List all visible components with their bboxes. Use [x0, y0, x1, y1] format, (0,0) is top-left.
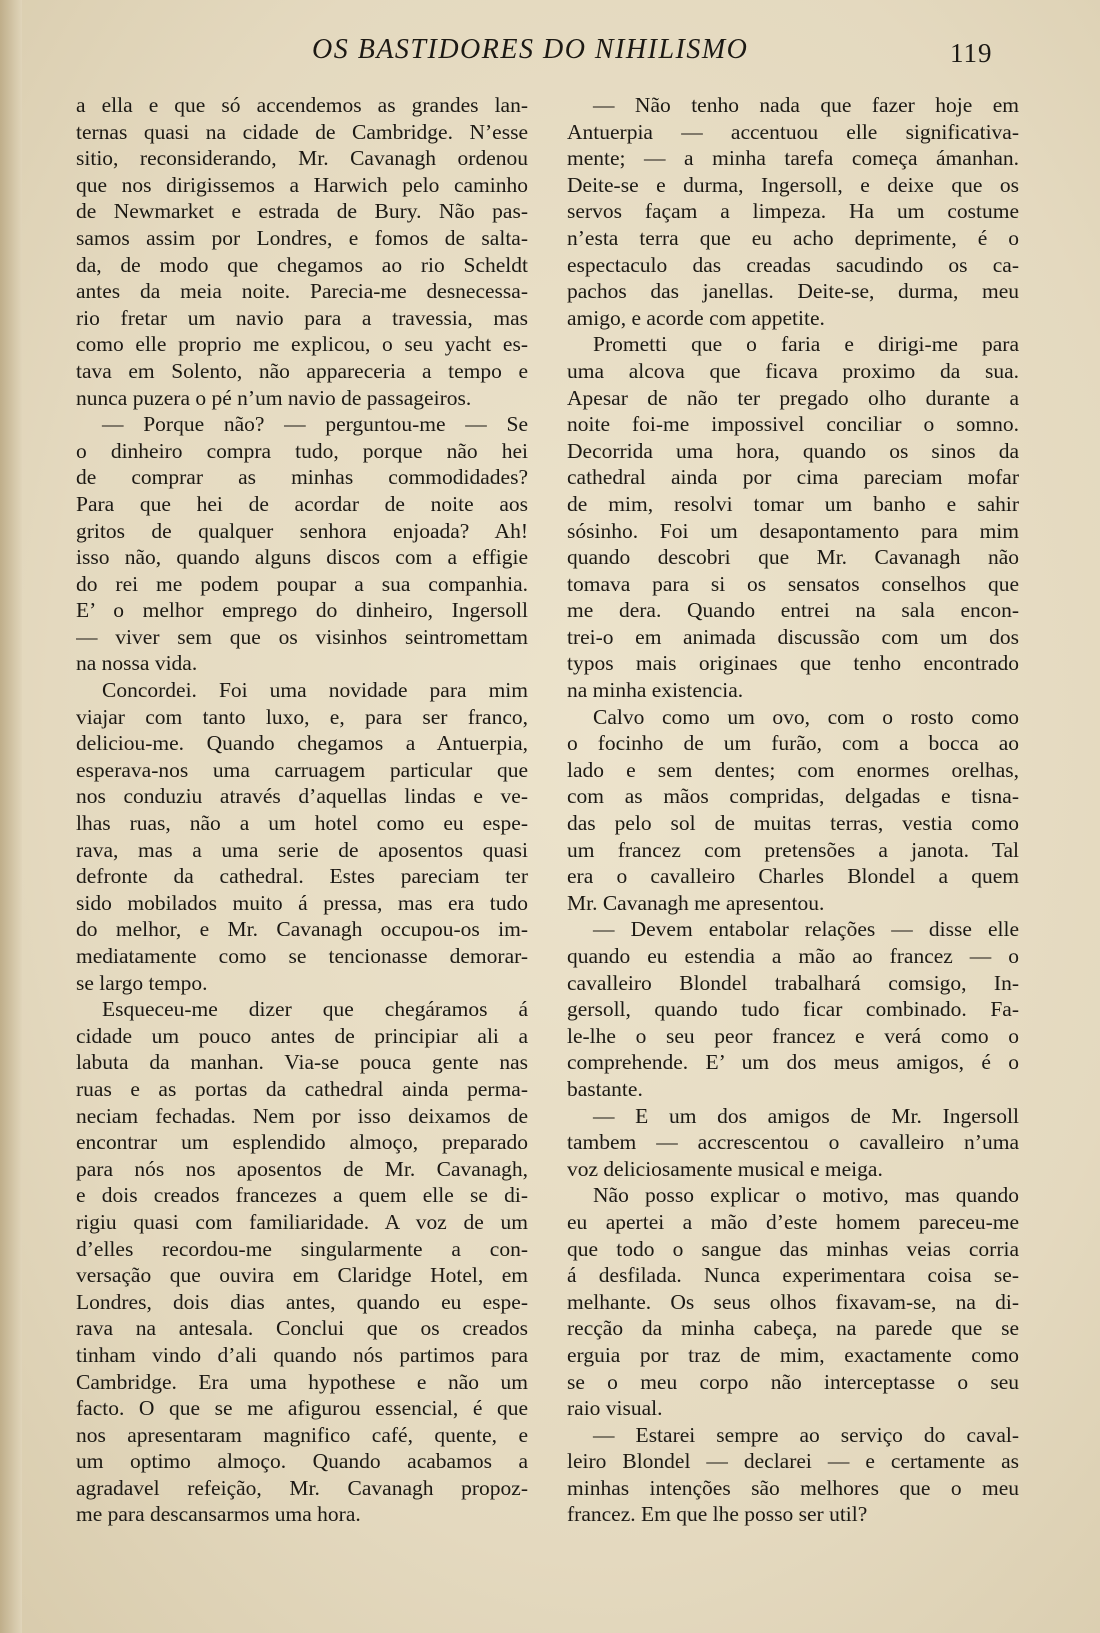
- text-line: se largo tempo.: [76, 970, 208, 995]
- text-line: Concordei. Foi uma novidade para mim: [102, 678, 528, 703]
- text-line: eu apertei a mão d’este homem pareceu-me: [567, 1209, 1019, 1234]
- text-line: mente; — a minha tarefa começa ámanhan.: [567, 146, 1019, 171]
- running-title: OS BASTIDORES DO NIHILISMO: [312, 34, 749, 65]
- text-line: Antuerpia — accentuou elle significativa-: [567, 119, 1019, 144]
- text-line: tomava para si os sensatos conselhos que: [567, 571, 1019, 596]
- text-line: de Newmarket e estrada de Bury. Não pas-: [76, 199, 528, 224]
- text-line: uma alcova que ficava proximo da sua.: [567, 358, 1019, 383]
- text-line: — Porque não? — perguntou-me — Se: [102, 412, 528, 437]
- text-line: me dera. Quando entrei na sala encon-: [567, 598, 1019, 623]
- text-line: das pelo sol de muitas terras, vestia como: [567, 811, 1019, 836]
- left-text-column: [76, 92, 528, 1528]
- text-line: encontrar um esplendido almoço, preparado: [76, 1130, 528, 1155]
- right-text-column: [567, 92, 1019, 1528]
- text-line: rava na antesala. Conclui que os creados: [76, 1316, 528, 1341]
- text-line: Londres, dois dias antes, quando eu espe-: [76, 1289, 528, 1314]
- text-line: comprehende. E’ um dos meus amigos, é o: [567, 1050, 1019, 1075]
- page-number: 119: [950, 38, 993, 68]
- text-line: nunca puzera o pé n’um navio de passageiros.: [76, 385, 472, 410]
- text-line: Calvo como um ovo, com o rosto como: [593, 704, 1019, 729]
- text-line: samos assim por Londres, e fomos de salta-: [76, 225, 528, 250]
- text-line: Decorrida uma hora, quando os sinos da: [567, 438, 1019, 463]
- text-line: Apesar de não ter pregado olho durante a: [567, 385, 1019, 410]
- text-line: gersoll, quando tudo ficar combinado. Fa-: [567, 997, 1019, 1022]
- text-line: ruas e as portas da cathedral ainda perma-: [76, 1076, 528, 1101]
- text-line: Mr. Cavanagh me apresentou.: [567, 890, 825, 915]
- text-line: francez. Em que lhe posso ser util?: [567, 1502, 868, 1527]
- text-line: pachos das janellas. Deite-se, durma, meu: [567, 279, 1019, 304]
- text-line: de mim, resolvi tomar um banho e sahir: [567, 491, 1019, 516]
- text-line: E’ o melhor emprego do dinheiro, Ingersoll: [76, 598, 528, 623]
- text-line: esperava-nos uma carruagem particular que: [76, 757, 528, 782]
- text-line: Deite-se e durma, Ingersoll, e deixe que os: [567, 172, 1019, 197]
- text-line: viajar com tanto luxo, e, para ser franco,: [76, 704, 528, 729]
- text-line: — viver sem que os visinhos seintromettam: [76, 624, 528, 649]
- text-line: n’esta terra que eu acho deprimente, é o: [567, 225, 1019, 250]
- text-line: Esqueceu-me dizer que chegáramos á: [102, 997, 528, 1022]
- text-line: o dinheiro compra tudo, porque não hei: [76, 438, 528, 463]
- text-line: lhas ruas, não a um hotel como eu espe-: [76, 811, 528, 836]
- text-line: erguia por traz de mim, exactamente como: [567, 1342, 1019, 1367]
- text-line: quando eu estendia a mão ao francez — o: [567, 944, 1019, 968]
- text-line: versação que ouvira em Claridge Hotel, em: [76, 1263, 528, 1288]
- text-line: minhas intenções são melhores que o meu: [567, 1475, 1019, 1500]
- text-line: e dois creados francezes a quem elle se di-: [76, 1183, 528, 1208]
- text-line: tinham vindo d’ali quando nós partimos para: [76, 1342, 528, 1367]
- text-line: Cambridge. Era uma hypothese e não um: [76, 1369, 528, 1394]
- text-line: de comprar as minhas commodidades?: [76, 465, 528, 490]
- text-line: rigiu quasi com familiaridade. A voz de um: [76, 1209, 528, 1234]
- text-line: na minha existencia.: [567, 678, 744, 703]
- text-line: defronte da cathedral. Estes pareciam ter: [76, 864, 528, 889]
- text-line: labuta da manhan. Via-se pouca gente nas: [76, 1050, 528, 1075]
- text-line: nos apresentaram magnifico café, quente, e: [76, 1422, 528, 1447]
- text-line: que todo o sangue das minhas veias corria: [567, 1236, 1019, 1261]
- text-line: do rei me podem poupar a sua companhia.: [76, 571, 528, 596]
- text-line: bastante.: [567, 1076, 643, 1101]
- text-line: gritos de qualquer senhora enjoada? Ah!: [76, 518, 528, 543]
- text-line: le-lhe o seu peor francez e verá como o: [567, 1023, 1019, 1048]
- text-line: Não posso explicar o motivo, mas quando: [593, 1183, 1019, 1208]
- text-line: noite foi-me impossivel conciliar o somno.: [567, 412, 1019, 437]
- text-line: sitio, reconsiderando, Mr. Cavanagh ordenou: [76, 146, 528, 171]
- text-line: cathedral ainda por cima pareciam mofar: [567, 465, 1019, 490]
- text-line: um optimo almoço. Quando acabamos a: [76, 1449, 528, 1474]
- text-line: leiro Blondel — declarei — e certamente as: [567, 1449, 1019, 1474]
- text-line: — Não tenho nada que fazer hoje em: [593, 93, 1019, 117]
- text-line: a ella e que só accendemos as grandes lan-: [76, 93, 528, 117]
- text-line: isso não, quando alguns discos com a effigie: [76, 545, 528, 570]
- text-line: deliciou-me. Quando chegamos a Antuerpia,: [76, 731, 528, 756]
- text-line: d’elles recordou-me singularmente a con-: [76, 1236, 528, 1261]
- text-line: um francez com pretensões a janota. Tal: [567, 837, 1019, 862]
- text-line: á desfilada. Nunca experimentara coisa se-: [567, 1263, 1019, 1288]
- text-line: rio fretar um navio para a travessia, mas: [76, 305, 528, 330]
- page-header: [0, 34, 1100, 74]
- text-line: nos conduziu através d’aquellas lindas e ve-: [76, 784, 528, 809]
- text-line: do melhor, e Mr. Cavanagh occupou-os im-: [76, 917, 528, 942]
- text-line: ternas quasi na cidade de Cambridge. N’esse: [76, 119, 528, 144]
- text-line: espectaculo das creadas sacudindo os ca-: [567, 252, 1019, 277]
- text-line: era o cavalleiro Charles Blondel a quem: [567, 864, 1019, 889]
- text-line: que nos dirigissemos a Harwich pelo caminho: [76, 172, 528, 197]
- page-gutter-shadow: [0, 0, 22, 1633]
- text-line: tambem — accrescentou o cavalleiro n’uma: [567, 1130, 1019, 1155]
- text-line: Para que hei de acordar de noite aos: [76, 491, 528, 516]
- text-line: typos mais originaes que tenho encontrado: [567, 651, 1019, 676]
- text-line: neciam fechadas. Nem por isso deixamos de: [76, 1103, 528, 1128]
- text-line: servos façam a limpeza. Ha um costume: [567, 199, 1019, 224]
- text-line: Prometti que o faria e dirigi-me para: [593, 332, 1019, 357]
- text-line: sósinho. Foi um desapontamento para mim: [567, 518, 1019, 543]
- text-line: melhante. Os seus olhos fixavam-se, na di-: [567, 1289, 1019, 1314]
- text-line: rava, mas a uma serie de aposentos quasi: [76, 837, 528, 862]
- text-line: mediatamente como se tencionasse demorar-: [76, 944, 528, 968]
- text-line: cavalleiro Blondel trabalhará comsigo, In-: [567, 970, 1019, 995]
- text-line: facto. O que se me afigurou essencial, é que: [76, 1396, 528, 1421]
- text-line: o focinho de um furão, com a bocca ao: [567, 731, 1019, 756]
- text-line: com as mãos compridas, delgadas e tisna-: [567, 784, 1019, 809]
- text-line: recção da minha cabeça, na parede que se: [567, 1316, 1019, 1341]
- text-line: raio visual.: [567, 1396, 663, 1421]
- text-line: quando descobri que Mr. Cavanagh não: [567, 545, 1019, 570]
- text-line: sido mobilados muito á pressa, mas era tudo: [76, 890, 528, 915]
- text-line: voz deliciosamente musical e meiga.: [567, 1156, 883, 1181]
- text-line: trei-o em animada discussão com um dos: [567, 624, 1019, 649]
- text-line: me para descansarmos uma hora.: [76, 1502, 361, 1527]
- text-line: como elle proprio me explicou, o seu yacht es-: [76, 332, 528, 357]
- text-line: — Devem entabolar relações — disse elle: [593, 917, 1019, 942]
- text-line: antes da meia noite. Parecia-me desnecessa-: [76, 279, 528, 304]
- text-line: na nossa vida.: [76, 651, 198, 676]
- text-line: — Estarei sempre ao serviço do caval-: [593, 1422, 1019, 1447]
- text-line: — E um dos amigos de Mr. Ingersoll: [593, 1103, 1019, 1128]
- text-line: amigo, e acorde com appetite.: [567, 305, 825, 330]
- text-line: para nós nos aposentos de Mr. Cavanagh,: [76, 1156, 528, 1181]
- text-line: cidade um pouco antes de principiar ali a: [76, 1023, 528, 1048]
- text-line: agradavel refeição, Mr. Cavanagh propoz-: [76, 1475, 528, 1500]
- text-line: tava em Solento, não appareceria a tempo e: [76, 358, 528, 383]
- text-line: da, de modo que chegamos ao rio Scheldt: [76, 252, 528, 277]
- text-line: se o meu corpo não interceptasse o seu: [567, 1369, 1019, 1394]
- text-line: lado e sem dentes; com enormes orelhas,: [567, 757, 1019, 782]
